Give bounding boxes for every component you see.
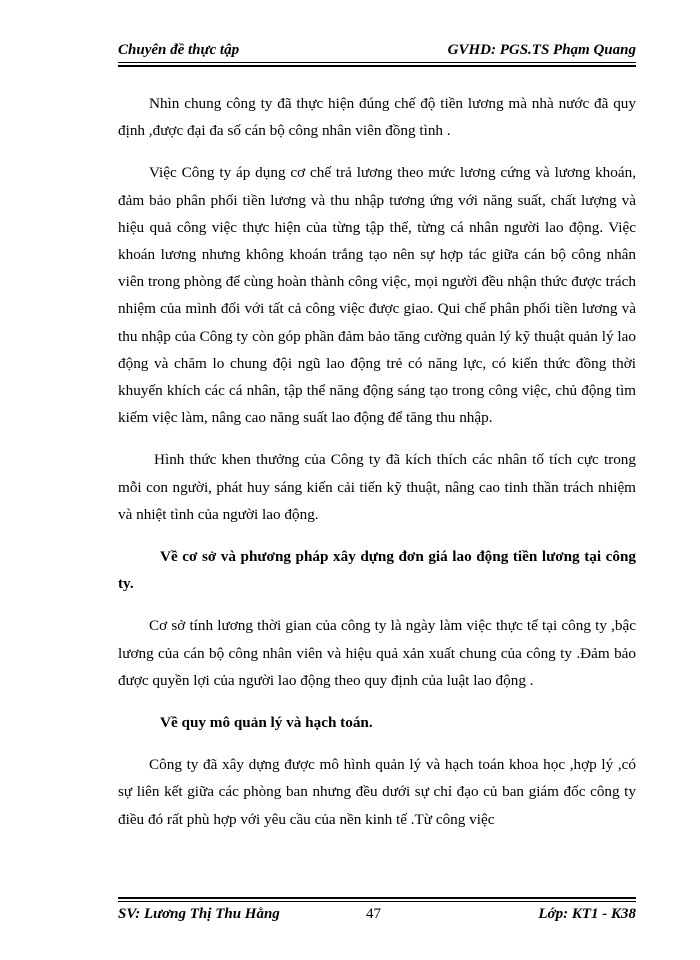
paragraph-2: Việc Công ty áp dụng cơ chế trả lương theo mức lương cứng và lương khoán, đảm bảo phân phối tiền lương và thu nhập tương ứng với năng suất, chất lượng và hiệu quả công việc thực hiện của từng tập thể, từng cá nhân người lao động. Việc khoán lương nhưng không khoán trắng tạo nên sự hợp tác giữa cán bộ công nhân viên trong phòng để cùng hoàn thành công việc, mọi người đều nhận thức được trách nhiệm của mình đối với tất cả công việc được giao. Qui chế phân phối tiền lương và thu nhập của Công ty còn góp phần đảm bảo tăng cường quản lý kỹ thuật quản lý lao động và chăm lo chung đội ngũ lao động trẻ có năng lực, có kiến thức đồng thời khuyến khích các cá nhân, tập thể năng động sáng tạo trong công việc, chủ động tìm kiếm việc làm, nâng cao năng suất lao động để tăng thu nhập. [118, 164, 636, 427]
footer-rule-thin [118, 901, 636, 902]
paragraph-1: Nhìn chung công ty đã thực hiện đúng chế độ tiền lương mà nhà nước đã quy định ,được đại đa số cán bộ công nhân viên đồng tình . [118, 95, 636, 140]
header-topic: Chuyên đề thực tập [118, 42, 240, 58]
footer-class: Lớp: KT1 - K38 [538, 906, 636, 922]
footer-rule-thick [118, 897, 636, 899]
footer-student: SV: Lương Thị Thu Hằng [118, 906, 280, 922]
page-body [118, 90, 636, 848]
page-number: 47 [366, 906, 381, 922]
section-heading-2: Về quy mô quản lý và hạch toán. [160, 714, 373, 732]
paragraph-4: Cơ sở tính lương thời gian của công ty là ngày làm việc thực tế tại công ty ,bậc lương của cán bộ công nhân viên và hiệu quả xản xuất chung của công ty .Đảm bảo được quyền lợi của người lao động theo quy định của luật lao động . [118, 617, 636, 689]
paragraph-5: Công ty đã xây dựng được mô hình quản lý và hạch toán khoa học ,hợp lý ,có sự liên kết giữa các phòng ban nhưng đều dưới sự chỉ đạo củ ban giám đốc công ty điều đó rất phù hợp với yêu cầu của nền kinh tế .Từ công việc [118, 756, 636, 828]
header-rule-thick [118, 65, 636, 67]
header-supervisor: GVHD: PGS.TS Phạm Quang [447, 42, 636, 58]
page-header [118, 40, 636, 62]
paragraph-3: Hình thức khen thưởng của Công ty đã kích thích các nhân tố tích cực trong mỗi con người, phát huy sáng kiến cải tiến kỹ thuật, nâng cao tinh thần trách nhiệm và nhiệt tình của người lao động. [118, 451, 636, 523]
section-heading-1: Về cơ sở và phương pháp xây dựng đơn giá lao động tiền lương tại công ty. [118, 548, 636, 593]
page-footer [118, 904, 636, 926]
header-rule-thin [118, 62, 636, 63]
